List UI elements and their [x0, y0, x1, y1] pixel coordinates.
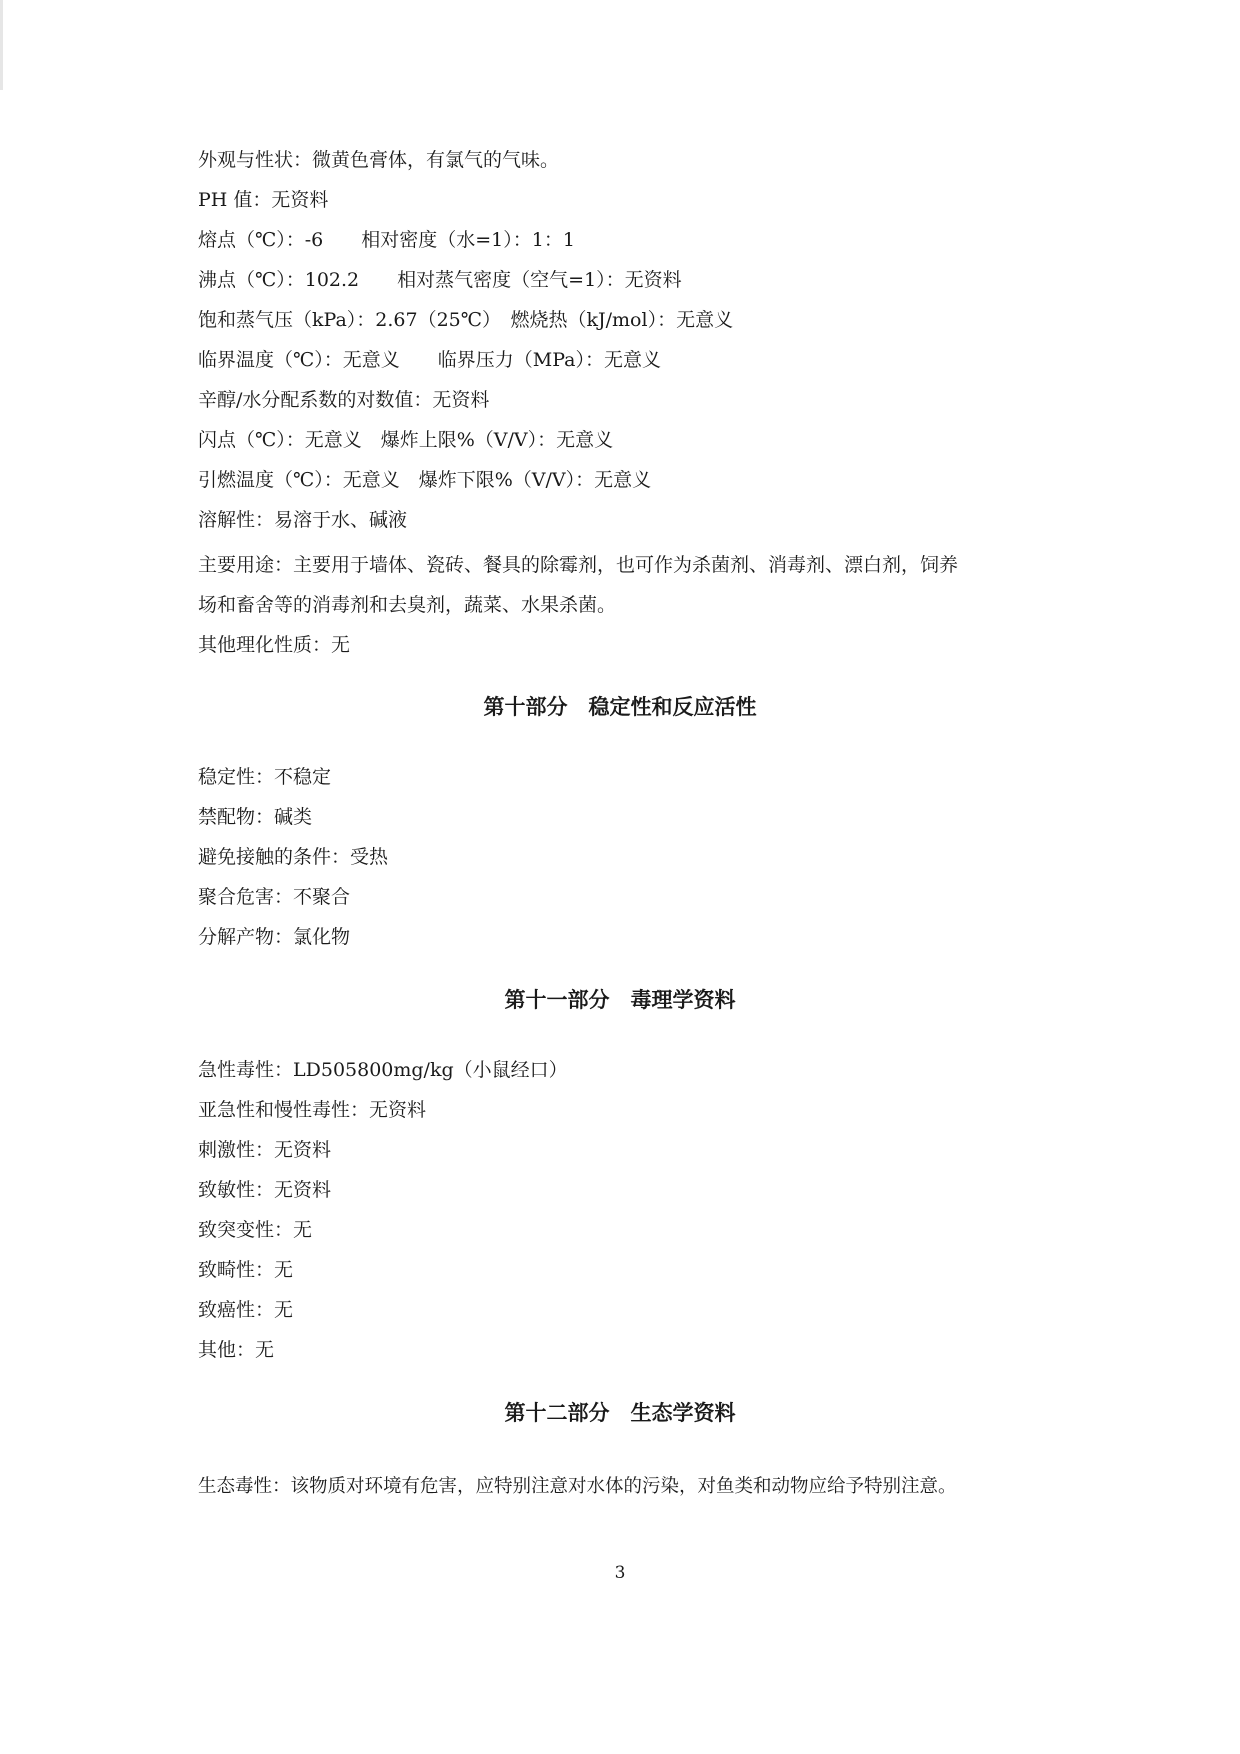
section-11-heading: 第十一部分 毒理学资料	[504, 988, 736, 1012]
polymerization-hazard-line: 聚合危害：不聚合	[198, 886, 351, 908]
main-use-line-continued: 场和畜舍等的消毒剂和去臭剂，蔬菜、水果杀菌。	[198, 594, 617, 616]
appearance-line: 外观与性状：微黄色膏体，有氯气的气味。	[198, 149, 560, 171]
boiling-point-line: 沸点（℃）：102.2 相对蒸气密度（空气=1）：无资料	[198, 269, 682, 291]
section-10-heading: 第十部分 稳定性和反应活性	[483, 695, 757, 719]
mutagenicity-line: 致突变性：无	[198, 1219, 313, 1241]
conditions-to-avoid-line: 避免接触的条件：受热	[198, 846, 389, 868]
carcinogenicity-line: 致癌性：无	[198, 1299, 294, 1321]
flash-point-line: 闪点（℃）：无意义 爆炸上限%（V/V）：无意义	[198, 429, 614, 451]
other-properties-line: 其他理化性质：无	[198, 634, 351, 656]
ph-line: PH 值：无资料	[198, 189, 329, 211]
page-number: 3	[614, 1563, 626, 1583]
melting-point-line: 熔点（℃）：-6 相对密度（水=1）：1：1	[198, 229, 575, 251]
solubility-line: 溶解性：易溶于水、碱液	[198, 509, 408, 531]
section-12-heading: 第十二部分 生态学资料	[504, 1401, 736, 1425]
irritation-line: 刺激性：无资料	[198, 1139, 332, 1161]
scan-edge-mark	[0, 0, 3, 90]
teratogenicity-line: 致畸性：无	[198, 1259, 294, 1281]
critical-temp-line: 临界温度（℃）：无意义 临界压力（MPa）：无意义	[198, 349, 661, 371]
acute-toxicity-line: 急性毒性：LD505800mg/kg（小鼠经口）	[198, 1059, 568, 1081]
decomposition-products-line: 分解产物：氯化物	[198, 926, 351, 948]
stability-line: 稳定性：不稳定	[198, 766, 332, 788]
chronic-toxicity-line: 亚急性和慢性毒性：无资料	[198, 1099, 427, 1121]
incompatible-materials-line: 禁配物：碱类	[198, 806, 313, 828]
vapor-pressure-line: 饱和蒸气压（kPa）：2.67（25℃） 燃烧热（kJ/mol）：无意义	[198, 309, 734, 331]
other-toxicity-line: 其他：无	[198, 1339, 275, 1361]
partition-coefficient-line: 辛醇/水分配系数的对数值：无资料	[198, 389, 490, 411]
sensitization-line: 致敏性：无资料	[198, 1179, 332, 1201]
ecotoxicity-line: 生态毒性：该物质对环境有危害，应特别注意对水体的污染，对鱼类和动物应给予特别注意。	[198, 1476, 957, 1497]
main-use-line: 主要用途：主要用于墙体、瓷砖、餐具的除霉剂，也可作为杀菌剂、消毒剂、漂白剂，饲养	[198, 554, 959, 576]
ignition-temp-line: 引燃温度（℃）：无意义 爆炸下限%（V/V）：无意义	[198, 469, 652, 491]
